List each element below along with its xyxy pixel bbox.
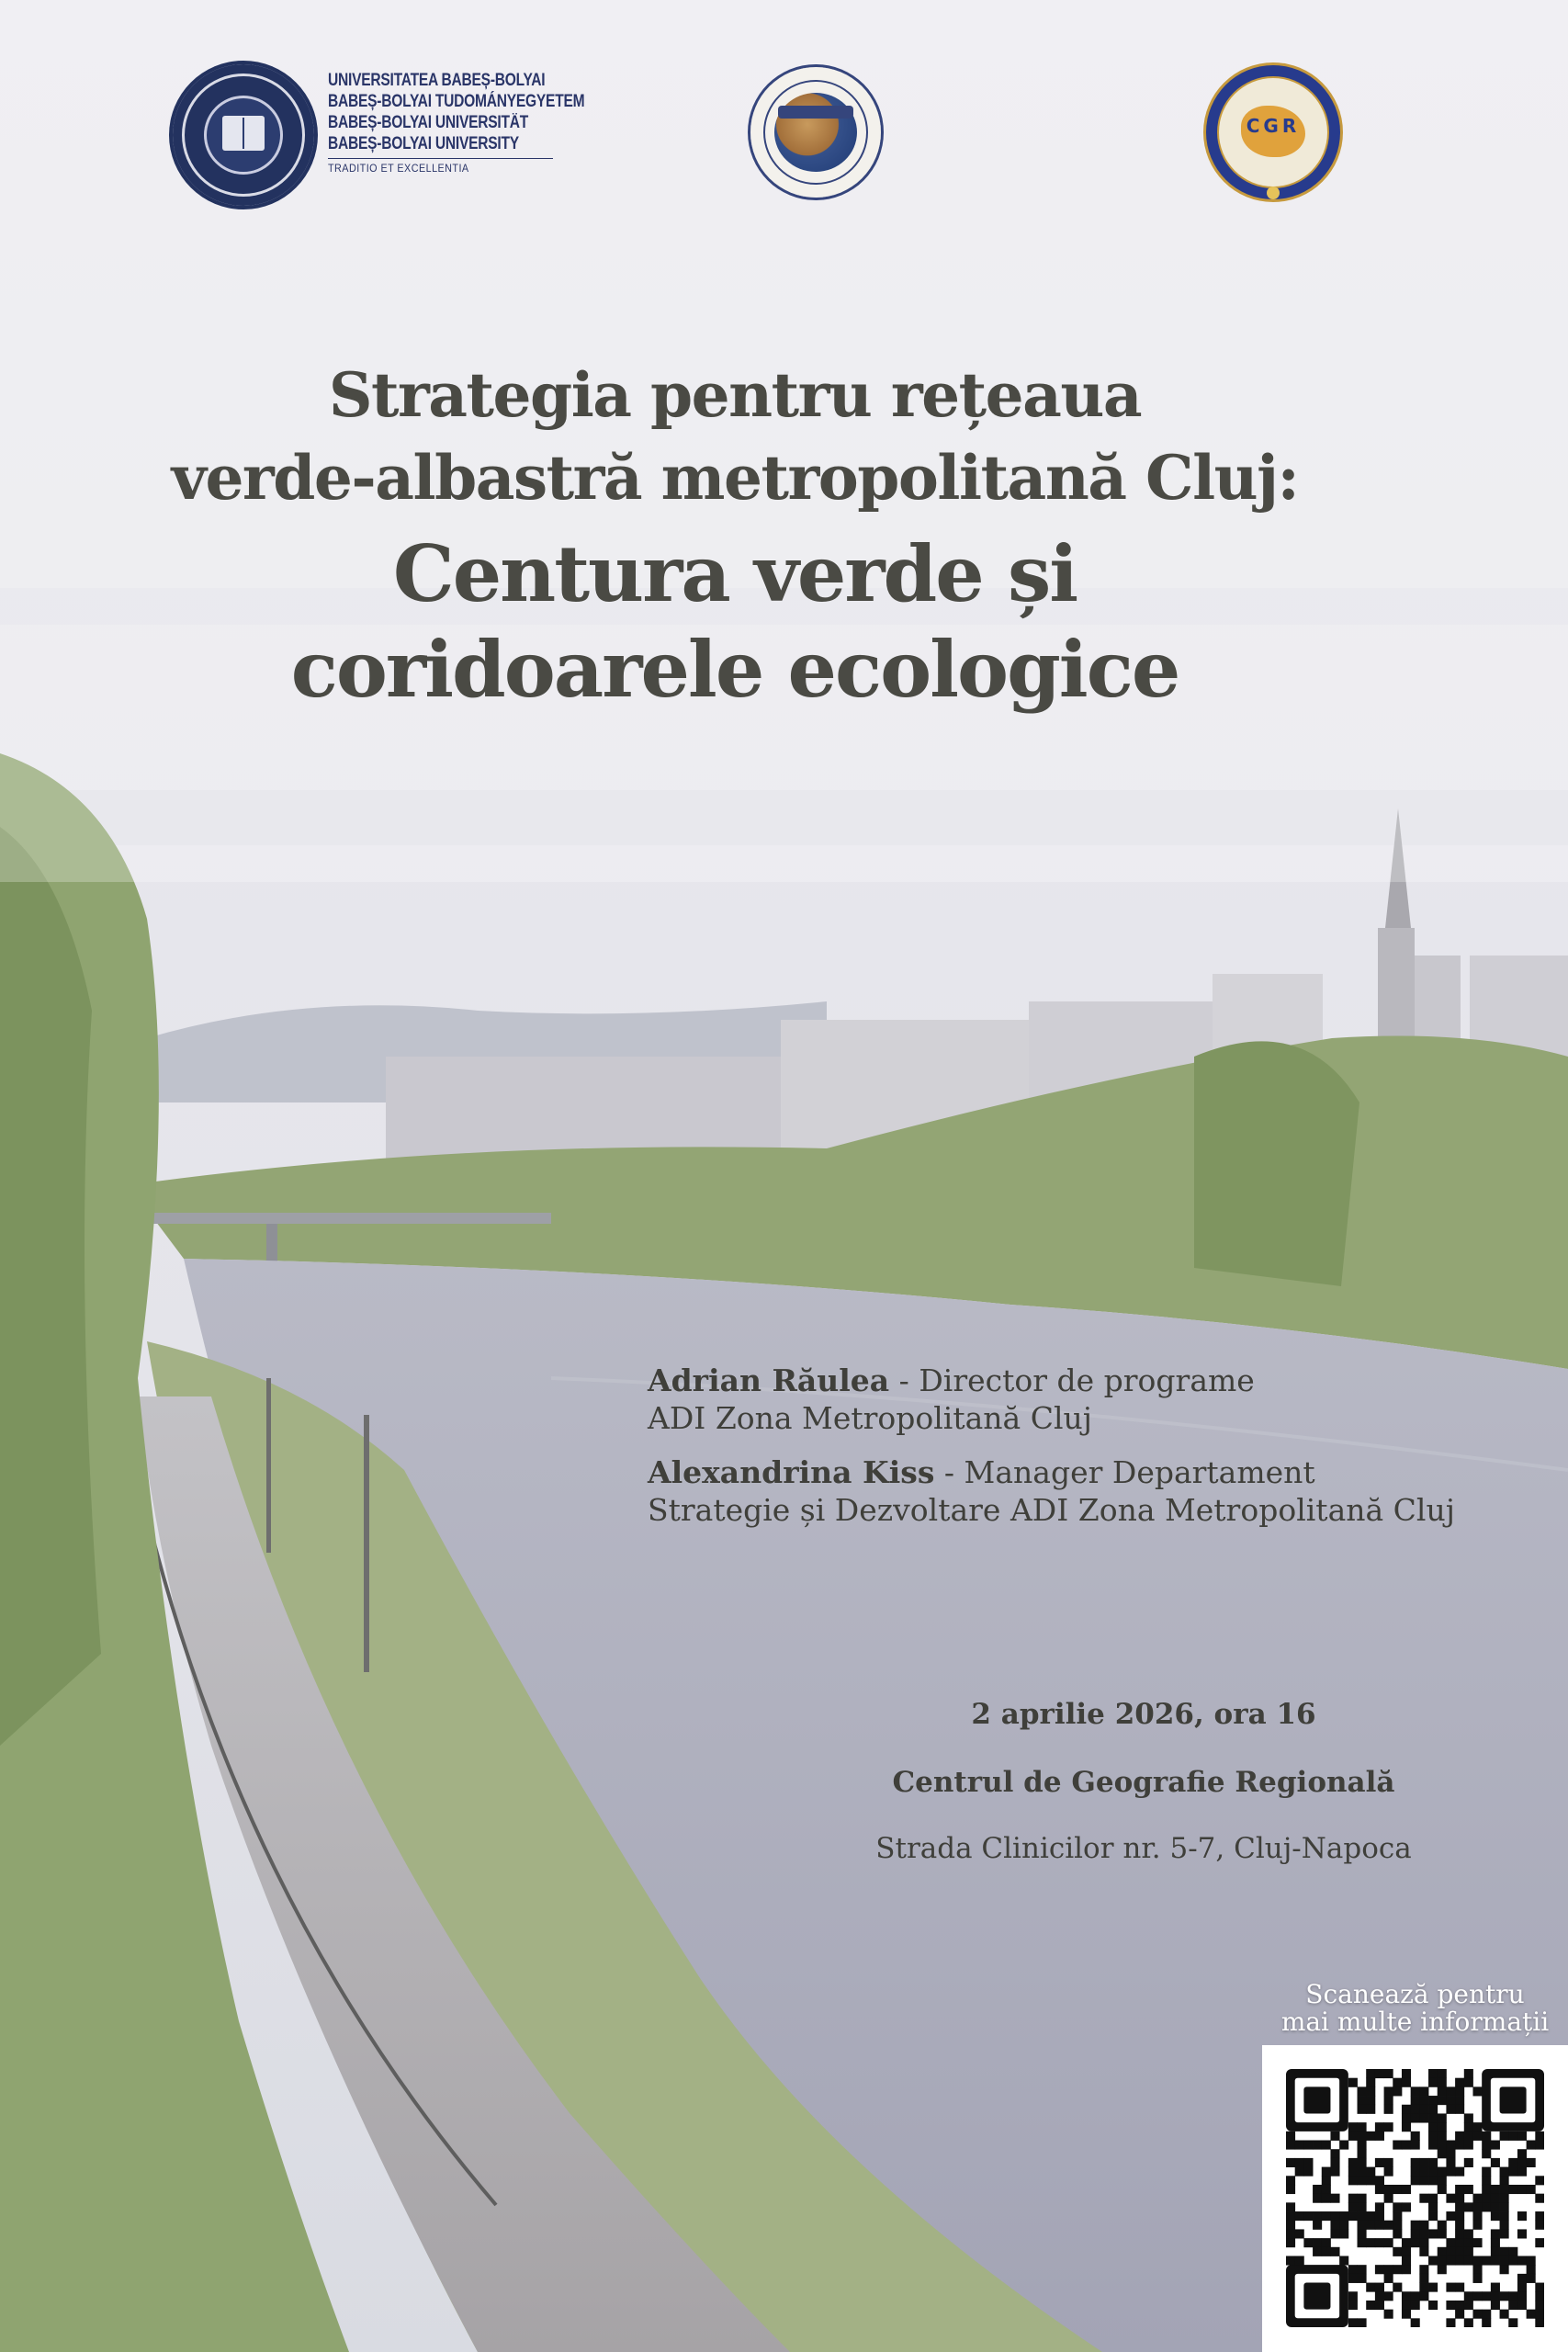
ubb-name-ro: UNIVERSITATEA BABEȘ-BOLYAI [328, 71, 546, 90]
logo-bar [0, 0, 1568, 220]
speaker-organization: Strategie și Dezvoltare ADI Zona Metropolitană Cluj [648, 1492, 1455, 1528]
ubb-name-en: BABEȘ-BOLYAI UNIVERSITY [328, 134, 519, 153]
ubb-name-hu: BABEȘ-BOLYAI TUDOMÁNYEGYETEM [328, 92, 585, 111]
ubb-motto: TRADITIO ET EXCELLENTIA [328, 162, 469, 175]
speaker-name: Adrian Răulea [648, 1363, 890, 1398]
speaker-item [648, 1362, 1557, 1437]
cgr-seal-logo [1206, 65, 1340, 199]
speaker-item [648, 1453, 1557, 1529]
event-venue: Centrul de Geografie Regională [892, 1766, 1395, 1799]
speaker-role: - Manager Departament [934, 1454, 1315, 1490]
geography-faculty-seal-logo [750, 67, 881, 198]
seal-banner [778, 106, 853, 119]
book-icon [222, 116, 265, 151]
subtitle-line-1: Centura verde și [392, 528, 1077, 619]
ubb-seal-logo [173, 64, 314, 206]
globe-icon [774, 93, 857, 172]
ubb-wordmark [328, 70, 585, 175]
seal-gem [1267, 187, 1280, 199]
speaker-name: Alexandrina Kiss [648, 1454, 935, 1490]
qr-caption-line-1: Scanează pentru [1305, 1979, 1525, 2009]
speaker-role: - Director de programe [889, 1363, 1255, 1398]
qr-code[interactable] [1262, 2045, 1568, 2352]
title-line-1: Strategia pentru rețeaua [328, 359, 1142, 431]
subtitle-line-2: coridoarele ecologice [290, 624, 1179, 715]
qr-caption [1262, 1981, 1568, 2036]
qr-code-icon [1286, 2069, 1544, 2327]
speakers-list [648, 1362, 1557, 1545]
qr-caption-line-2: mai multe informații [1280, 2007, 1550, 2037]
cgr-letters: CGR [1246, 115, 1301, 137]
ubb-name-de: BABEȘ-BOLYAI UNIVERSITÄT [328, 113, 529, 132]
event-address: Strada Clinicilor nr. 5-7, Cluj-Napoca [875, 1832, 1412, 1865]
speaker-organization: ADI Zona Metropolitană Cluj [648, 1400, 1092, 1436]
poster-title [0, 354, 1470, 718]
title-line-2: verde-albastră metropolitană Cluj: [171, 442, 1299, 514]
event-details [808, 1698, 1479, 1865]
ubb-divider [328, 158, 553, 159]
event-date: 2 aprilie 2026, ora 16 [971, 1698, 1316, 1731]
